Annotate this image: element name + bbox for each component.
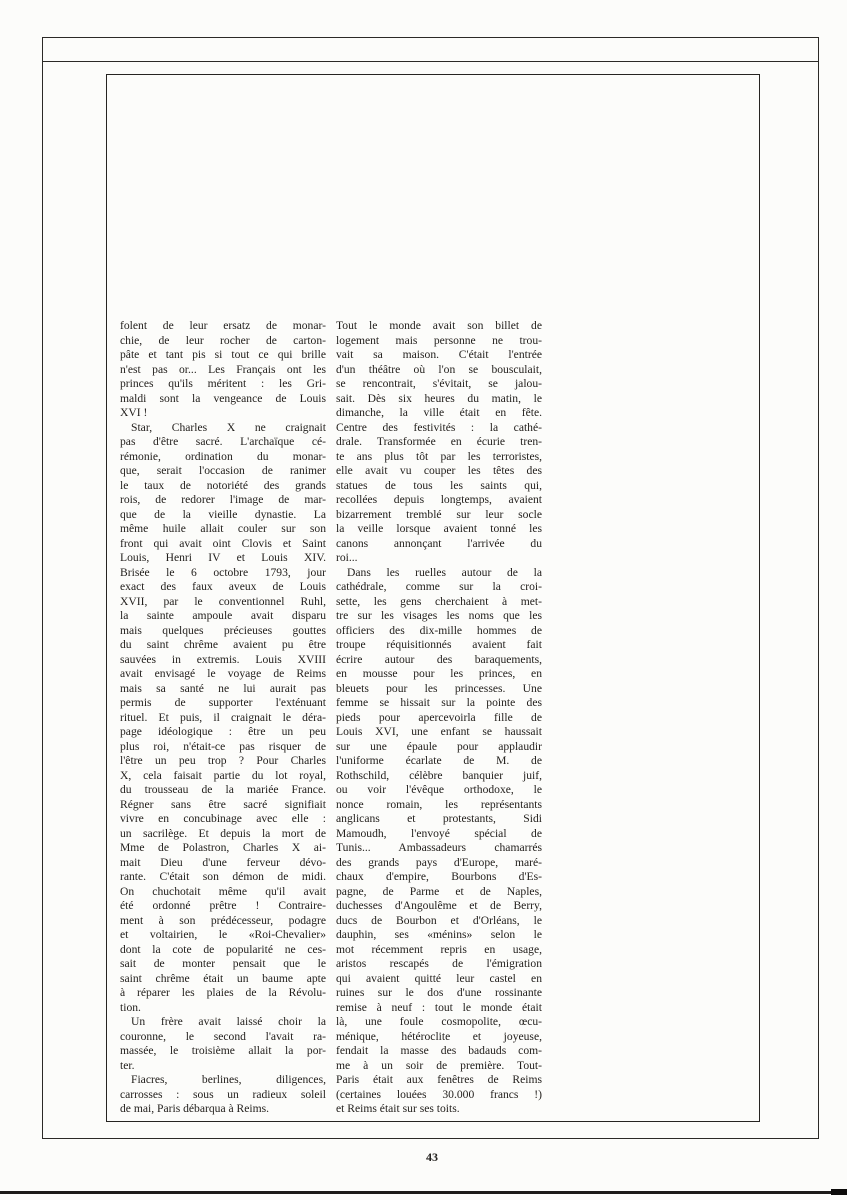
text-line: rémonie, ordination du monar- (120, 449, 326, 463)
text-line: ou voir l'évêque orthodoxe, le (336, 783, 542, 796)
text-line: remise à neuf : tout le monde était (336, 1000, 542, 1014)
text-line: troupe réquisitionnés avaient fait (336, 638, 542, 651)
text-line: XVII, par le conventionnel Ruhl, (120, 594, 326, 608)
text-line: l'être un peu trop ? Pour Charles (120, 754, 326, 767)
text-line: pas d'être sacré. L'archaïque cé- (120, 435, 326, 448)
text-line: canons annonçant l'arrivée du (336, 536, 542, 550)
text-line: dauphin, ses «ménins» selon le (336, 928, 542, 941)
text-line: que, serait l'occasion de ranimer (120, 464, 326, 477)
text-line: Fiacres, berlines, diligences, (131, 1073, 326, 1086)
text-line: tion. (120, 1000, 141, 1014)
text-line: nonce romain, les représentants (336, 797, 542, 811)
text-line: mais sa santé ne lui aurait pas (120, 681, 326, 695)
text-line: drale. Transformée en écurie tren- (336, 435, 542, 448)
text-line: ter. (120, 1058, 135, 1072)
text-line: Louis, Henri IV et Louis XIV. (120, 551, 326, 564)
text-line: exact des faux aveux de Louis (120, 580, 326, 593)
text-line: recollées depuis longtemps, avaient (336, 493, 542, 506)
text-line: l'uniforme écarlate de M. de (336, 754, 542, 767)
text-column-left (120, 319, 326, 1117)
text-line: sait de monter pensait que le (120, 957, 326, 970)
text-line: sauvées in extremis. Louis XVIII (120, 652, 326, 666)
text-line: cathédrale, comme sur la croi- (336, 580, 542, 593)
text-line: elle avait vu couper les têtes des (336, 464, 542, 477)
text-line: princes qu'ils méritent : les Gri- (120, 377, 326, 390)
text-line: folent de leur ersatz de monar- (120, 319, 326, 332)
text-line: sur une épaule pour applaudir (336, 739, 542, 753)
text-column-right (336, 319, 542, 1117)
text-line: un sacrilège. Et depuis la mort de (120, 826, 326, 840)
text-line: pieds pour apercevoirla fille de (336, 710, 542, 724)
text-line: roi... (336, 551, 358, 564)
text-line: Régner sans être sacré signifiait (120, 797, 326, 811)
text-line: d'un théâtre où l'on se bousculait, (336, 362, 542, 376)
text-line: la veille lorsque avaient tonné les (336, 522, 542, 535)
text-line: aristos rescapés de l'émigration (336, 957, 542, 970)
text-line: Star, Charles X ne craignait (131, 420, 326, 434)
text-line: que de la vieille dynastie. La (120, 507, 326, 521)
text-line: pagne, de Parme et de Naples, (336, 884, 542, 898)
text-line: mot récemment repris en usage, (336, 942, 542, 956)
text-line: et voltairien, le «Roi-Chevalier» (120, 928, 326, 941)
text-line: été ordonné prêtre ! Contraire- (120, 899, 326, 912)
text-line: X, cela faisait partie du lot royal, (120, 768, 326, 782)
text-line: le taux de notoriété des grands (120, 478, 326, 492)
text-line: rituel. Et puis, il craignait le déra- (120, 710, 326, 724)
text-line: qui avaient quitté leur castel en (336, 971, 542, 985)
text-line: saint chrême était un baume apte (120, 971, 326, 985)
text-line: Un frère avait laissé choir la (131, 1015, 326, 1028)
text-line: là, une foule cosmopolite, œcu- (336, 1015, 542, 1028)
text-line: pâte et tant pis si tout ce qui brille (120, 348, 326, 361)
text-line: écrire autour des baraquements, (336, 652, 542, 666)
text-line: Rothschild, célèbre banquier juif, (336, 768, 542, 782)
text-line: avait envisagé le voyage de Reims (120, 667, 326, 680)
text-line: anglicans et protestants, Sidi (336, 812, 542, 825)
text-line: rois, de redorer l'image de mar- (120, 493, 326, 506)
text-line: en mousse pour les princes, en (336, 667, 542, 680)
text-line: Mme de Polastron, Charles X ai- (120, 841, 326, 854)
bottom-rule (0, 1191, 847, 1194)
text-line: maldi sont la vengeance de Louis (120, 391, 326, 405)
text-line: front qui avait oint Clovis et Saint (120, 536, 326, 550)
text-line: ducs de Bourbon et d'Orléans, le (336, 913, 542, 927)
text-line: mais quelques précieuses gouttes (120, 623, 326, 637)
text-line: XVI ! (120, 406, 148, 419)
text-line: de mai, Paris débarqua à Reims. (120, 1102, 270, 1115)
text-line: me à un soir de première. Tout- (336, 1058, 542, 1072)
text-line: mait Dieu d'une ferveur dévo- (120, 855, 326, 869)
text-line: duchesses d'Angoulême et de Berry, (336, 899, 542, 912)
text-line: permis de supporter l'exténuant (120, 696, 326, 709)
text-line: ment à son prédécesseur, podagre (120, 913, 326, 927)
text-line: te ans plus tôt par les terroristes, (336, 449, 542, 463)
text-line: Louis XVI, une enfant se haussait (336, 725, 542, 738)
text-line: ménique, hétéroclite et joyeuse, (336, 1029, 542, 1043)
text-line: dimanche, la ville était en fête. (336, 406, 542, 419)
text-line: à réparer les plaies de la Révolu- (120, 986, 326, 999)
text-line: Centre des festivités : la cathé- (336, 420, 542, 434)
text-line: On chuchotait même qu'il avait (120, 884, 326, 898)
text-line: n'est pas or... Les Français ont les (120, 362, 326, 376)
text-line: fendait la masse des badauds com- (336, 1044, 542, 1057)
text-line: vait sa maison. C'était l'entrée (336, 348, 542, 361)
text-line: et Reims était sur ses toits. (336, 1102, 460, 1115)
page-number: 43 (426, 1150, 438, 1164)
text-line: officiers des dix-mille hommes de (336, 623, 542, 637)
text-line: Brisée le 6 octobre 1793, jour (120, 565, 326, 579)
text-line: rante. C'était son démon de midi. (120, 870, 326, 883)
text-line: Mamoudh, l'envoyé spécial de (336, 826, 542, 840)
text-line: même huile allait couler sur son (120, 522, 326, 535)
text-line: carrosses : sous un radieux soleil (120, 1087, 326, 1101)
text-line: tre sur les visages les noms que les (336, 609, 542, 622)
text-line: sait. Dès six heures du matin, le (336, 391, 542, 405)
text-line: la sainte ampoule avait disparu (120, 609, 326, 622)
text-line: du trousseau de la mariée France. (120, 783, 326, 796)
text-line: vivre en concubinage avec elle : (120, 812, 326, 825)
text-line: page idéologique : être un peu (120, 725, 326, 738)
text-line: logement mais personne ne trou- (336, 333, 542, 347)
text-line: plus roi, n'était-ce pas risquer de (120, 739, 326, 753)
text-line: bleuets pour les princesses. Une (336, 681, 542, 695)
text-line: Tunis... Ambassadeurs chamarrés (336, 841, 542, 854)
text-line: des grands pays d'Europe, maré- (336, 855, 542, 869)
text-line: couronne, le second l'avait ra- (120, 1029, 326, 1043)
text-line: ruines sur le dos d'une rossinante (336, 986, 542, 999)
text-line: chie, de leur rocher de carton- (120, 333, 326, 347)
text-line: femme se hissait sur la pointe des (336, 696, 542, 709)
text-line: Dans les ruelles autour de la (347, 565, 542, 579)
text-line: massée, le troisième allait la por- (120, 1044, 326, 1057)
text-line: sette, les gens cherchaient à met- (336, 594, 542, 608)
text-line: Paris était aux fenêtres de Reims (336, 1073, 542, 1086)
bottom-rule-endcap (831, 1189, 847, 1195)
text-line: dont la cote de popularité ne ces- (120, 942, 326, 956)
text-line: se rencontrait, s'évitait, se jalou- (336, 377, 542, 390)
text-line: chaux d'empire, Bourbons d'Es- (336, 870, 542, 883)
text-line: bizarrement tremblé sur leur socle (336, 507, 542, 521)
text-line: du saint chrême avaient pu être (120, 638, 326, 651)
text-line: statues de tous les saints qui, (336, 478, 542, 492)
text-line: (certaines louées 30.000 francs !) (336, 1087, 542, 1101)
text-line: Tout le monde avait son billet de (336, 319, 542, 332)
